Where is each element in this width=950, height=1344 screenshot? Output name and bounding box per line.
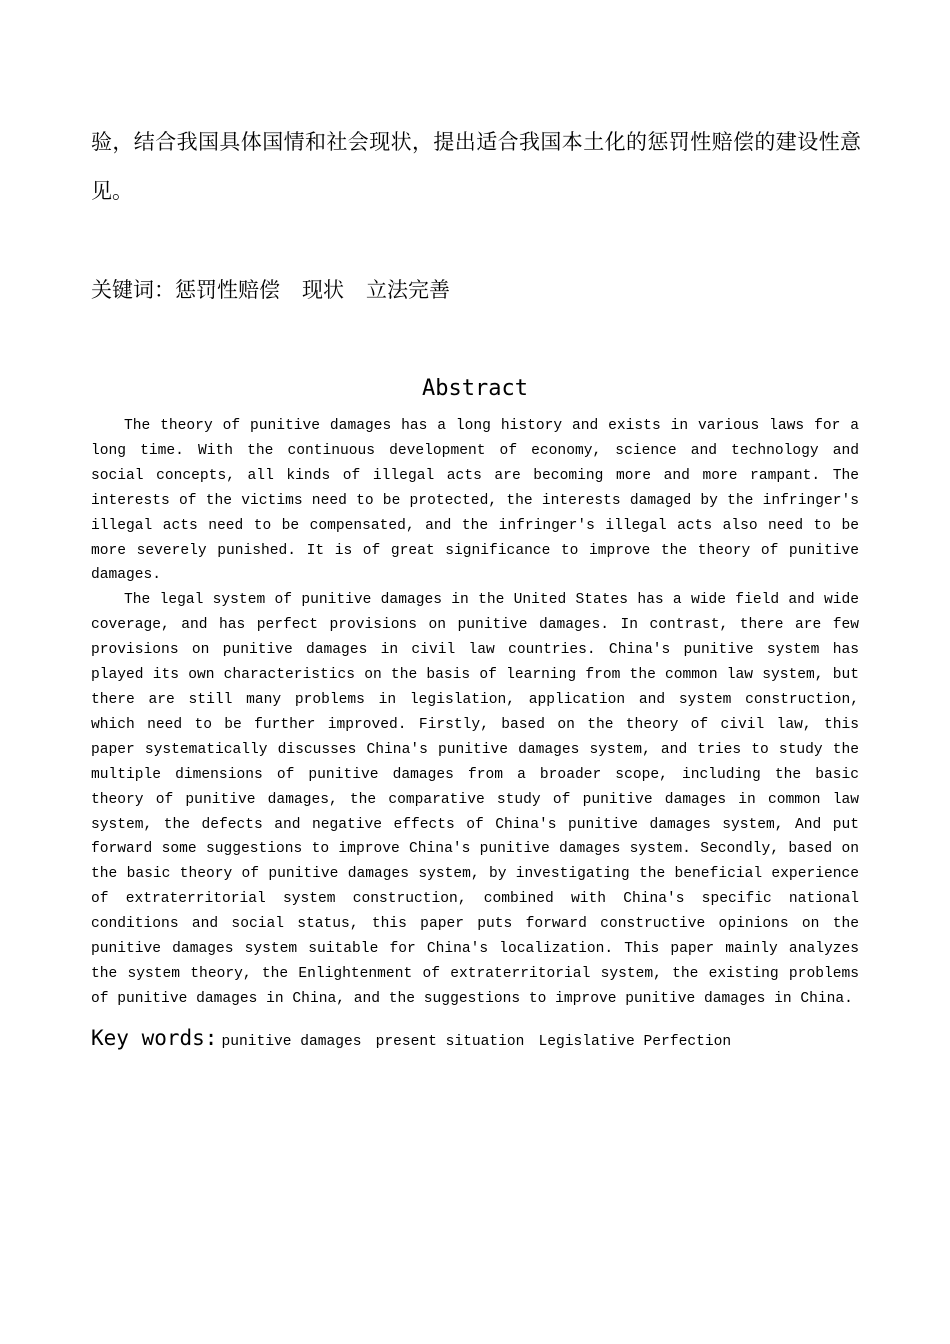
- english-abstract-body: [91, 414, 859, 1012]
- chinese-keyword: 立法完善: [366, 278, 450, 302]
- chinese-keywords-line: [91, 272, 861, 308]
- chinese-keyword: 现状: [302, 278, 344, 302]
- abstract-heading: Abstract: [422, 376, 528, 401]
- abstract-paragraph: The theory of punitive damages has a long history and exists in various laws for a long time. With the continuous development of economy, science and technology and social concepts, all kinds of illegal acts are becoming more and more rampant. The interests of the victims need to be protected, the interests damaged by the infringer's illegal acts need to be compensated, and the infringer's illegal acts also need to be more severely punished. It is of great significance to improve the theory of punitive damages.: [91, 418, 859, 584]
- english-keywords-label: Key words:: [91, 1026, 218, 1050]
- abstract-paragraph: The legal system of punitive damages in the United States has a wide field and wide coverage, and has perfect provisions on punitive damages. In contrast, there are few provisions on punitive damages in civil law countries. China's punitive system has played its own characteristics on the basis of learning from the common law system, but there are still many problems in legislation, application and system construction, which need to be further improved. Firstly, based on the theory of civil law, this paper systematically discusses China's punitive damages system, and tries to study the multiple dimensions of punitive damages from a broader scope, including the basic theory of punitive damages, the comparative study of punitive damages in common law system, the defects and negative effects of China's punitive damages system, And put forward some suggestions to improve China's punitive damages system. Secondly, based on the basic theory of punitive damages system, by investigating the beneficial experience of extraterritorial system construction, combined with China's specific national conditions and social status, this paper puts forward constructive opinions on the punitive damages system suitable for China's localization. This paper mainly analyzes the system theory, the Enlightenment of extraterritorial system, the existing problems of punitive damages in China, and the suggestions to improve punitive damages in China.: [91, 592, 859, 1007]
- chinese-keyword: 惩罚性赔偿: [175, 278, 280, 302]
- chinese-abstract-continuation: 验，结合我国具体国情和社会现状，提出适合我国本土化的惩罚性赔偿的建设性意见。: [91, 130, 861, 203]
- chinese-keywords-label: 关键词：: [91, 278, 175, 302]
- english-keyword: punitive damages: [221, 1034, 362, 1050]
- english-keywords-line: [91, 1022, 871, 1058]
- english-keyword: Legislative Perfection: [538, 1034, 732, 1050]
- english-keyword: present situation: [375, 1034, 525, 1050]
